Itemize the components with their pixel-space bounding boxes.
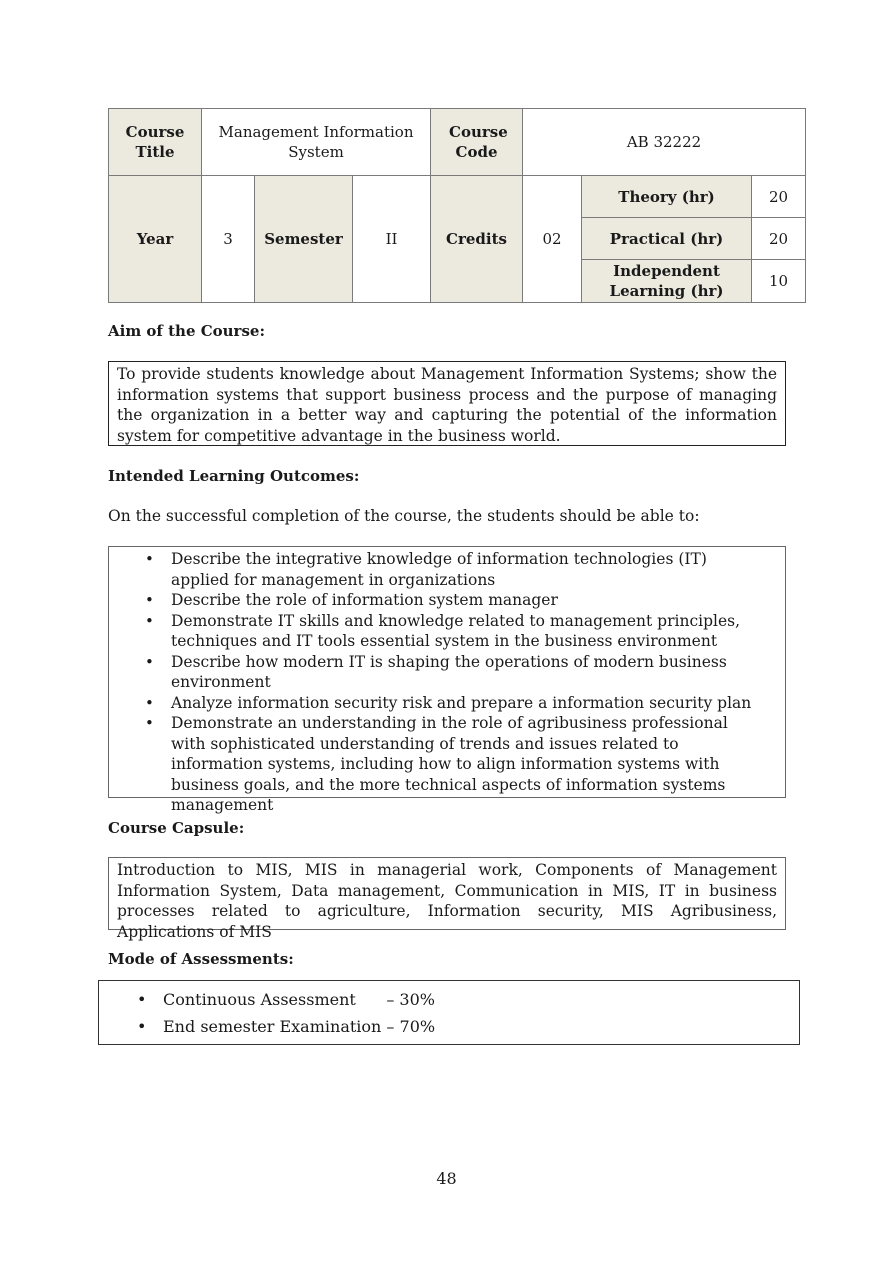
assessment-list bbox=[99, 986, 799, 1040]
outcomes-intro: On the successful completion of the course, the students should be able to: bbox=[108, 507, 700, 525]
course-title-value: Management Information System bbox=[202, 109, 431, 176]
course-title-label: Course Title bbox=[109, 109, 202, 176]
list-item: • Demonstrate IT skills and knowledge related to management principles, techniques and IT tools essential system in the business environment bbox=[109, 611, 759, 652]
independent-learning-value: 10 bbox=[752, 260, 806, 303]
aim-heading: Aim of the Course: bbox=[108, 322, 265, 340]
course-info-table bbox=[108, 108, 806, 303]
list-item: • End semester Examination – 70% bbox=[99, 1013, 799, 1040]
credits-label: Credits bbox=[431, 176, 523, 303]
list-item: • Describe the integrative knowledge of information technologies (IT) applied for management in organizations bbox=[109, 549, 759, 590]
list-item: • Continuous Assessment – 30% bbox=[99, 986, 799, 1013]
list-item: • Describe the role of information system manager bbox=[109, 590, 759, 611]
aim-text: To provide students knowledge about Management Information Systems; show the information systems that support business process and the purpose of managing the organization in a better way and capturing the potential of the information system for competitive advantage in the business world. bbox=[108, 361, 786, 446]
list-item: • Demonstrate an understanding in the role of agribusiness professional with sophisticated understanding of trends and issues related to information systems, including how to align information systems with business goals, and the more technical aspects of information systems management bbox=[109, 713, 759, 816]
assessment-box bbox=[98, 980, 800, 1045]
semester-label: Semester bbox=[255, 176, 353, 303]
outcomes-heading: Intended Learning Outcomes: bbox=[108, 467, 360, 485]
outcomes-box bbox=[108, 546, 786, 814]
course-code-value: AB 32222 bbox=[523, 109, 806, 176]
year-value: 3 bbox=[202, 176, 255, 303]
assessment-heading: Mode of Assessments: bbox=[108, 950, 294, 968]
list-item: • Analyze information security risk and prepare a information security plan bbox=[109, 693, 759, 714]
semester-value: II bbox=[353, 176, 431, 303]
practical-value: 20 bbox=[752, 218, 806, 260]
practical-label: Practical (hr) bbox=[582, 218, 752, 260]
list-item: • Describe how modern IT is shaping the operations of modern business environment bbox=[109, 652, 759, 693]
capsule-heading: Course Capsule: bbox=[108, 819, 245, 837]
credits-value: 02 bbox=[523, 176, 582, 303]
outcomes-list bbox=[109, 549, 759, 816]
capsule-text: Introduction to MIS, MIS in managerial work, Components of Management Information System, Data management, Communication in MIS, IT in business processes related to agriculture, Information security, MIS Agribusiness, Applications of MIS bbox=[108, 857, 786, 930]
page-number: 48 bbox=[436, 1169, 457, 1188]
theory-value: 20 bbox=[752, 176, 806, 218]
year-label: Year bbox=[109, 176, 202, 303]
course-code-label: Course Code bbox=[431, 109, 523, 176]
independent-learning-label: Independent Learning (hr) bbox=[582, 260, 752, 303]
theory-label: Theory (hr) bbox=[582, 176, 752, 218]
